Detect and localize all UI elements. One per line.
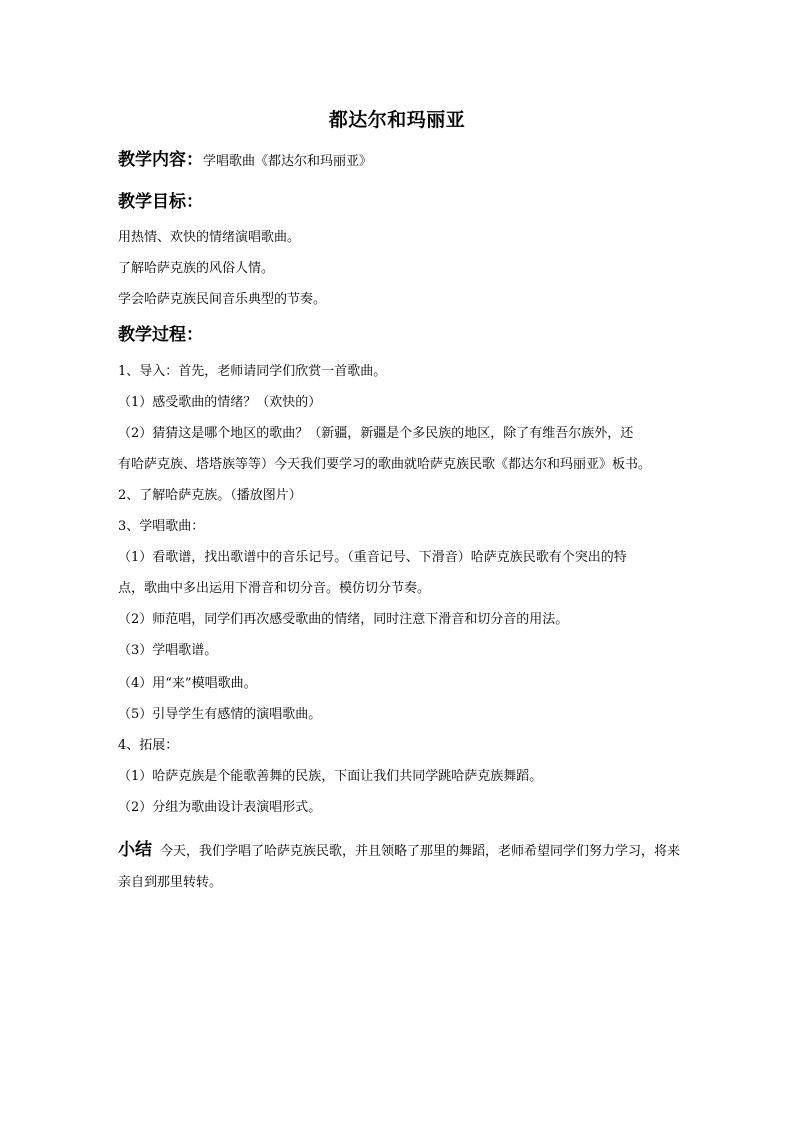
goal-item: 了解哈萨克族的风俗人情。: [118, 261, 275, 276]
process-line: 2、了解哈萨克族。（播放图片）: [118, 488, 302, 503]
process-line: （1）看歌谱，找出歌谱中的音乐记号。（重音记号、下滑音）哈萨克族民歌有个突出的特: [118, 550, 627, 565]
process-line: 点，歌曲中多出运用下滑音和切分音。模仿切分节奏。: [118, 581, 431, 596]
process-heading: 教学过程：: [118, 325, 203, 345]
summary-text: 今天，我们学唱了哈萨克族民歌，并且领略了那里的舞蹈，老师希望同学们努力学习，将来亲自到那里转转。: [118, 844, 681, 890]
content-text: 学唱歌曲《都达尔和玛丽亚》: [203, 154, 373, 169]
process-line: 3、学唱歌曲：: [118, 519, 205, 534]
process-line: 1、导入：首先，老师请同学们欣赏一首歌曲。: [118, 364, 387, 379]
process-line: （4）用“来”模唱歌曲。: [118, 676, 257, 691]
process-line: （5）引导学生有感情的演唱歌曲。: [118, 707, 322, 722]
process-line: （1）感受歌曲的情绪？（欢快的）: [118, 395, 322, 410]
summary-label: 小结: [118, 840, 152, 860]
process-line: （3）学唱歌谱。: [118, 643, 218, 658]
summary-section: [118, 835, 680, 898]
process-line: （2）师范唱，同学们再次感受歌曲的情绪，同时注意下滑音和切分音的用法。: [118, 612, 569, 627]
process-line: 4、拓展：: [118, 738, 179, 753]
process-line: 有哈萨克族、塔塔族等等）今天我们要学习的歌曲就哈萨克族民歌《都达尔和玛丽亚》板书。: [118, 457, 652, 472]
goals-heading: 教学目标：: [118, 192, 203, 212]
process-line: （2）猜猜这是哪个地区的歌曲？（新疆，新疆是个多民族的地区，除了有维吾尔族外，还: [118, 426, 634, 441]
document-title: 都达尔和玛丽亚: [328, 109, 466, 131]
content-section: [118, 148, 372, 174]
content-label: 教学内容：: [118, 150, 203, 170]
process-line: （1）哈萨克族是个能歌善舞的民族，下面让我们共同学跳哈萨克族舞蹈。: [118, 769, 543, 784]
process-line: （2）分组为歌曲设计表演唱形式。: [118, 800, 322, 815]
goal-item: 学会哈萨克族民间音乐典型的节奏。: [118, 292, 327, 307]
goal-item: 用热情、欢快的情绪演唱歌曲。: [118, 230, 301, 245]
